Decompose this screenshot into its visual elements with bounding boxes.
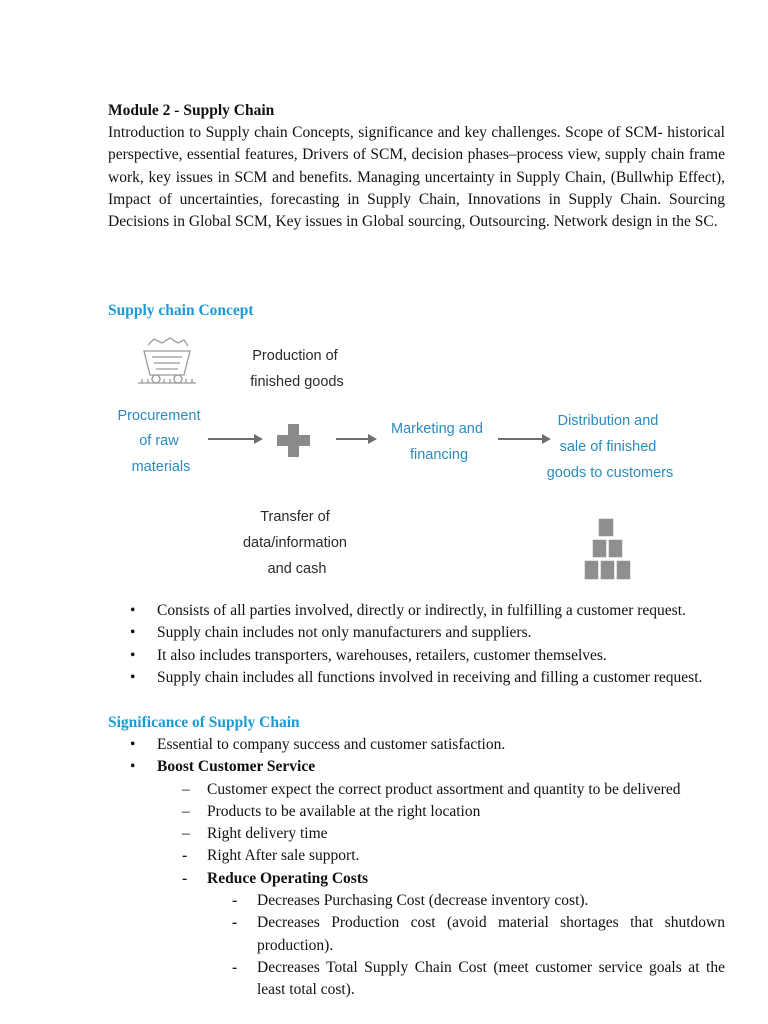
module-title: Module 2 - Supply Chain <box>108 102 275 119</box>
list-item: - Decreases Production cost (avoid material shortages that shutdown production). <box>232 914 725 954</box>
transfer-label: Transfer of data/information and cash <box>242 509 347 577</box>
service-points-list <box>157 779 725 1002</box>
list-item: – Right delivery time <box>182 825 328 843</box>
list-item: • Consists of all parties involved, directly or indirectly, in fulfilling a customer request. <box>130 602 686 619</box>
boxes-icon <box>584 518 631 580</box>
arrow-2-icon <box>336 434 377 444</box>
concept-heading: Supply chain Concept <box>108 302 254 319</box>
list-item: - Decreases Total Supply Chain Cost (meet customer service goals at the least total cost). <box>232 958 725 999</box>
list-item: – Customer expect the correct product assortment and quantity to be delivered <box>182 780 681 798</box>
procurement-label: Procurement of raw materials <box>117 408 201 475</box>
concept-bullet-list <box>108 600 725 689</box>
list-item: - Reduce Operating Costs - Decreases Purchasing Cost (decrease inventory cost). - Decreases Production cost (avoid material shortages that shutdown production). - Decreases Total Supply Chain Cost (meet customer service goals at the least total cost). <box>108 868 725 1002</box>
list-item: - Decreases Purchasing Cost (decrease inventory cost). <box>232 892 589 910</box>
document-page <box>108 100 725 999</box>
significance-list <box>108 734 725 1002</box>
production-label: Production of finished goods <box>250 348 344 390</box>
list-item: – Products to be available at the right location <box>182 802 481 820</box>
distribution-label: Distribution and sale of finished goods to customers <box>546 413 674 481</box>
plus-icon <box>277 424 310 457</box>
list-item: • Supply chain includes not only manufacturers and suppliers. <box>130 624 532 642</box>
cost-points-list <box>207 890 725 1001</box>
module-intro: Introduction to Supply chain Concepts, significance and key challenges. Scope of SCM- historical perspective, essential features, Drivers of SCM, decision phases–process view, supply chain frame work, key issues in SCM and benefits. Managing uncertainty in Supply Chain, (Bullwhip Effect), Impact of uncertainties, forecasting in Supply Chain, Innovations in Supply Chain. Sourcing Decisions in Global SCM, Key issues in Global sourcing, Outsourcing. Network design in the SC. <box>108 124 725 231</box>
supply-chain-diagram <box>108 333 725 588</box>
list-item: • Supply chain includes all functions involved in receiving and filling a customer request. <box>130 668 703 686</box>
arrow-1-icon <box>208 434 263 444</box>
list-item: • Essential to company success and customer satisfaction. <box>130 736 506 753</box>
list-item: - Right After sale support. <box>182 847 360 865</box>
mine-cart-icon <box>138 338 196 383</box>
list-item: • Boost Customer Service – Customer expect the correct product assortment and quantity to be delivered – Products to be available at the right location – Right delivery time - Right After sale support. - Reduce Operating Costs - Decreases Purchasing Cost (decrease inventory cost). - Decreases Production cost (avoid material shortages that shutdown production). - Decreases Total Supply Chain Cost (meet customer service goals at the least total cost). <box>108 756 725 1001</box>
list-item: • It also includes transporters, warehouses, retailers, customer themselves. <box>130 646 607 664</box>
marketing-label: Marketing and financing <box>391 421 483 463</box>
arrow-3-icon <box>498 434 551 444</box>
significance-heading: Significance of Supply Chain <box>108 714 300 731</box>
